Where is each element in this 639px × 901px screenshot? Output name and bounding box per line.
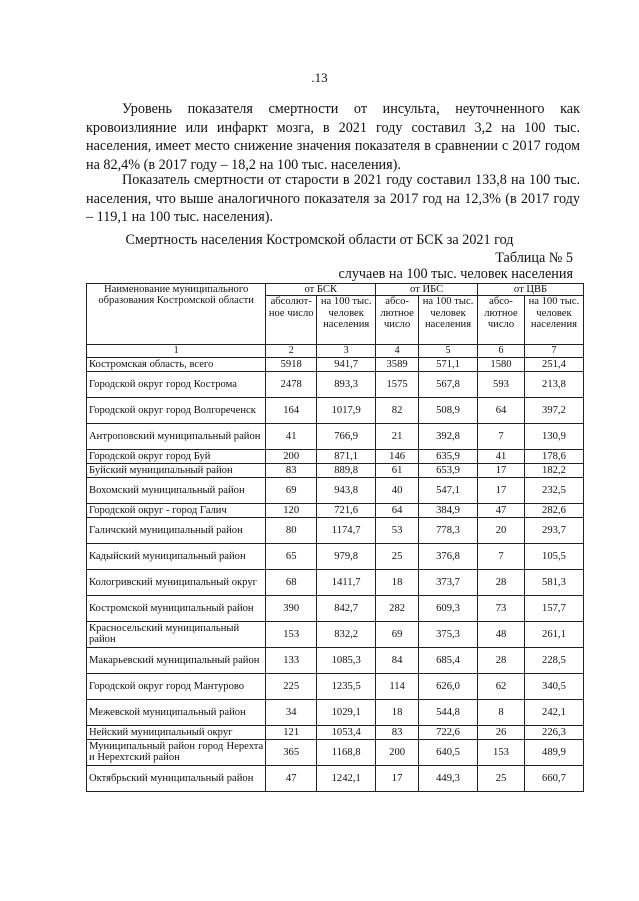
cell-value: 28 [478,569,525,595]
subheader-bsk-absolute: абсолют-ное число [266,296,317,345]
paragraph-stroke-mortality: Уровень показателя смертности от инсульта, неуточненного как кровоизлияние или инфаркт мозга, в 2021 году составил 3,2 на 100 тыс. населения, имеет место снижение значения показателя в сравнении с 2017 годом на 82,4% (в 2017 году – 18,2 на 100 тыс. населения). [86,101,580,173]
header-group-ibs: от ИБС [376,284,478,296]
table-row [87,765,584,791]
cell-value: 68 [266,569,317,595]
cell-value: 153 [478,739,525,765]
cell-value: 3589 [376,357,419,371]
cell-value: 282,6 [524,503,583,517]
cell-value: 889,8 [317,463,376,477]
cell-value: 225 [266,673,317,699]
row-name: Макарьевский муниципальный район [87,647,266,673]
column-number: 5 [418,345,477,357]
cell-value: 121 [266,725,317,739]
row-name: Городской округ - город Галич [87,503,266,517]
cell-value: 340,5 [524,673,583,699]
cell-value: 242,1 [524,699,583,725]
cell-value: 397,2 [524,397,583,423]
table-row [87,673,584,699]
cell-value: 1174,7 [317,517,376,543]
cell-value: 232,5 [524,477,583,503]
subheader-ibs-absolute: абсо-лютное число [376,296,419,345]
table-row [87,699,584,725]
column-number: 7 [524,345,583,357]
cell-value: 609,3 [418,595,477,621]
subheader-cvb-absolute: абсо-лютное число [478,296,525,345]
subheader-bsk-rate: на 100 тыс. человек населения [317,296,376,345]
row-name: Кологривский муниципальный округ [87,569,266,595]
cell-value: 8 [478,699,525,725]
cell-value: 157,7 [524,595,583,621]
cell-value: 47 [266,765,317,791]
table-number: Таблица № 5 [495,250,573,266]
cell-value: 228,5 [524,647,583,673]
cell-value: 251,4 [524,357,583,371]
cell-value: 375,3 [418,621,477,647]
row-name: Буйский муниципальный район [87,463,266,477]
cell-value: 293,7 [524,517,583,543]
cell-value: 62 [478,673,525,699]
cell-value: 200 [376,739,419,765]
cell-value: 1242,1 [317,765,376,791]
cell-value: 17 [376,765,419,791]
cell-value: 146 [376,449,419,463]
header-group-cvb: от ЦВБ [478,284,584,296]
cell-value: 7 [478,423,525,449]
row-name: Городской округ город Кострома [87,371,266,397]
cell-value: 164 [266,397,317,423]
row-name: Межевской муниципальный район [87,699,266,725]
cell-value: 722,6 [418,725,477,739]
row-name: Городской округ город Буй [87,449,266,463]
cell-value: 626,0 [418,673,477,699]
cell-value: 941,7 [317,357,376,371]
subheader-cvb-rate: на 100 тыс. человек населения [524,296,583,345]
table-row [87,647,584,673]
row-name: Октябрьский муниципальный район [87,765,266,791]
row-name: Антроповский муниципальный район [87,423,266,449]
cell-value: 1029,1 [317,699,376,725]
cell-value: 261,1 [524,621,583,647]
cell-value: 40 [376,477,419,503]
cell-value: 18 [376,699,419,725]
cell-value: 133 [266,647,317,673]
column-number: 3 [317,345,376,357]
cell-value: 130,9 [524,423,583,449]
cell-value: 721,6 [317,503,376,517]
cell-value: 48 [478,621,525,647]
cell-value: 547,1 [418,477,477,503]
cell-value: 25 [478,765,525,791]
cell-value: 114 [376,673,419,699]
cell-value: 373,7 [418,569,477,595]
cell-value: 571,1 [418,357,477,371]
cell-value: 1235,5 [317,673,376,699]
row-name: Городской округ город Волгореченск [87,397,266,423]
cell-value: 18 [376,569,419,595]
subheader-ibs-rate: на 100 тыс. человек населения [418,296,477,345]
cell-value: 73 [478,595,525,621]
cell-value: 1168,8 [317,739,376,765]
table-row [87,449,584,463]
page-number: .13 [311,70,328,85]
cell-value: 7 [478,543,525,569]
cell-value: 392,8 [418,423,477,449]
cell-value: 449,3 [418,765,477,791]
cell-value: 84 [376,647,419,673]
column-number: 6 [478,345,525,357]
table-row [87,503,584,517]
cell-value: 213,8 [524,371,583,397]
cell-value: 5918 [266,357,317,371]
cell-value: 979,8 [317,543,376,569]
cell-value: 376,8 [418,543,477,569]
cell-value: 69 [376,621,419,647]
cell-value: 544,8 [418,699,477,725]
table-units: случаев на 100 тыс. человек населения [338,266,573,282]
cell-value: 200 [266,449,317,463]
cell-value: 778,3 [418,517,477,543]
cell-value: 766,9 [317,423,376,449]
row-name: Костромская область, всего [87,357,266,371]
cell-value: 182,2 [524,463,583,477]
cell-value: 120 [266,503,317,517]
cell-value: 593 [478,371,525,397]
cell-value: 653,9 [418,463,477,477]
cell-value: 80 [266,517,317,543]
cell-value: 64 [376,503,419,517]
cell-value: 17 [478,477,525,503]
cell-value: 28 [478,647,525,673]
table-row [87,595,584,621]
column-number: 1 [87,345,266,357]
cell-value: 20 [478,517,525,543]
cell-value: 1411,7 [317,569,376,595]
cell-value: 660,7 [524,765,583,791]
paragraph-old-age-mortality: Показатель смертности от старости в 2021 году составил 133,8 на 100 тыс. населения, что выше аналогичного показателя за 2017 год на 12,3% (в 2017 году – 119,1 на 100 тыс. населения). [86,172,580,226]
table-row [87,397,584,423]
cell-value: 893,3 [317,371,376,397]
row-name: Вохомский муниципальный район [87,477,266,503]
cell-value: 842,7 [317,595,376,621]
table-row [87,739,584,765]
cell-value: 153 [266,621,317,647]
cell-value: 567,8 [418,371,477,397]
cell-value: 871,1 [317,449,376,463]
row-name: Кадыйский муниципальный район [87,543,266,569]
cell-value: 685,4 [418,647,477,673]
cell-value: 41 [478,449,525,463]
row-name: Красносельский муниципальный район [87,621,266,647]
cell-value: 365 [266,739,317,765]
table-row [87,569,584,595]
cell-value: 105,5 [524,543,583,569]
cell-value: 25 [376,543,419,569]
mortality-table [86,283,584,792]
table-row [87,371,584,397]
table-row [87,725,584,739]
cell-value: 640,5 [418,739,477,765]
table-row [87,357,584,371]
header-municipality: Наименование муниципального образования Костромской области [87,284,266,345]
cell-value: 47 [478,503,525,517]
cell-value: 41 [266,423,317,449]
cell-value: 1053,4 [317,725,376,739]
table-row [87,463,584,477]
cell-value: 53 [376,517,419,543]
cell-value: 2478 [266,371,317,397]
cell-value: 17 [478,463,525,477]
cell-value: 282 [376,595,419,621]
table-title: Смертность населения Костромской области от БСК за 2021 год [125,232,514,248]
cell-value: 178,6 [524,449,583,463]
column-number: 4 [376,345,419,357]
cell-value: 581,3 [524,569,583,595]
cell-value: 64 [478,397,525,423]
cell-value: 34 [266,699,317,725]
cell-value: 390 [266,595,317,621]
cell-value: 508,9 [418,397,477,423]
cell-value: 26 [478,725,525,739]
table-row [87,621,584,647]
table-row [87,517,584,543]
row-name: Городской округ город Мантурово [87,673,266,699]
cell-value: 1085,3 [317,647,376,673]
row-name: Нейский муниципальный округ [87,725,266,739]
cell-value: 1575 [376,371,419,397]
cell-value: 83 [376,725,419,739]
row-name: Муниципальный район город Нерехта и Нерехтский район [87,739,266,765]
cell-value: 226,3 [524,725,583,739]
cell-value: 384,9 [418,503,477,517]
cell-value: 1580 [478,357,525,371]
table-row [87,543,584,569]
cell-value: 1017,9 [317,397,376,423]
row-name: Костромской муниципальный район [87,595,266,621]
cell-value: 21 [376,423,419,449]
cell-value: 82 [376,397,419,423]
cell-value: 635,9 [418,449,477,463]
cell-value: 65 [266,543,317,569]
cell-value: 489,9 [524,739,583,765]
header-group-bsk: от БСК [266,284,376,296]
cell-value: 61 [376,463,419,477]
cell-value: 943,8 [317,477,376,503]
column-number: 2 [266,345,317,357]
table-row [87,477,584,503]
table-row [87,423,584,449]
cell-value: 69 [266,477,317,503]
cell-value: 83 [266,463,317,477]
row-name: Галичский муниципальный район [87,517,266,543]
cell-value: 832,2 [317,621,376,647]
